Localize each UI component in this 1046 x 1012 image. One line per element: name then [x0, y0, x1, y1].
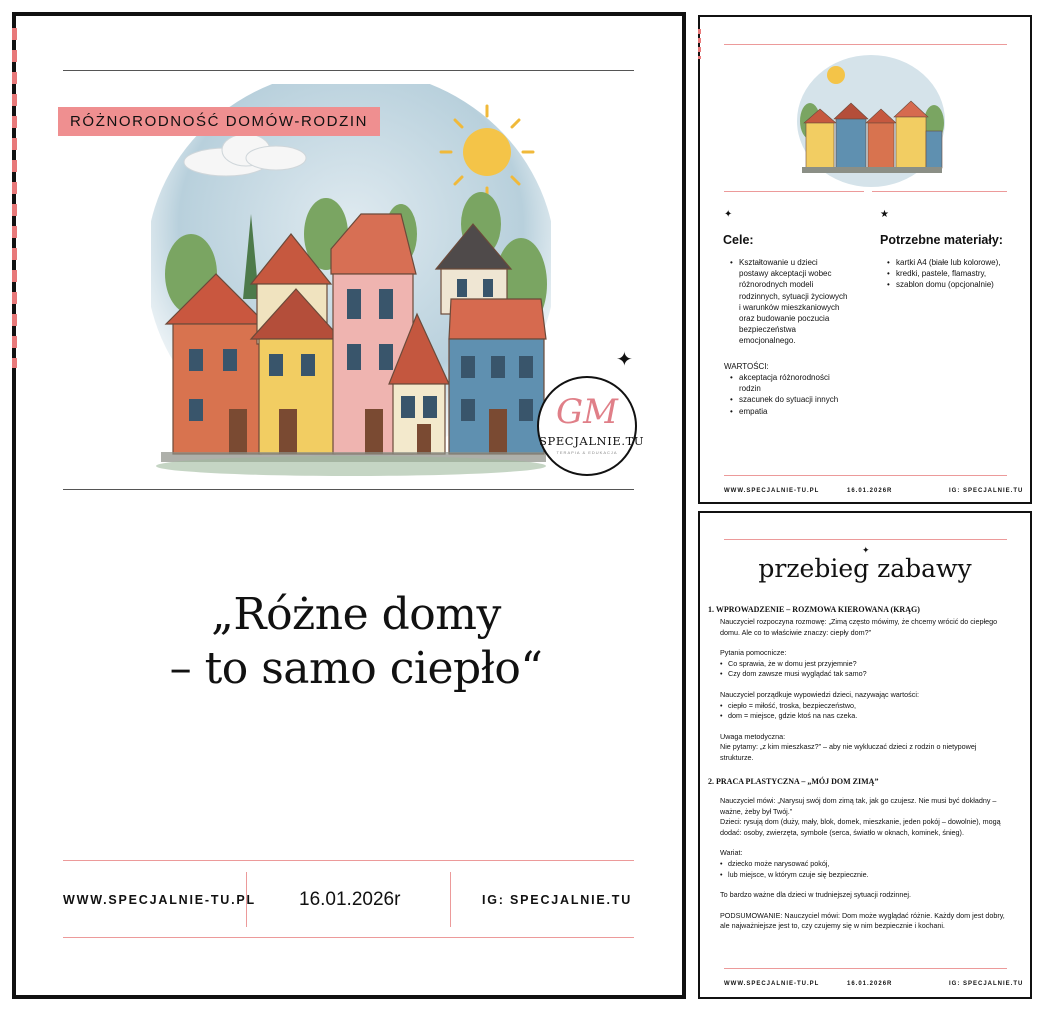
logo-monogram: GM	[556, 392, 618, 432]
variant-label: Wariat:	[720, 848, 743, 858]
sparkle-icon: ✦	[724, 209, 733, 220]
list-item: • kredki, pastele, flamastry,	[887, 268, 1017, 279]
list-item: • empatia	[730, 406, 850, 417]
note-label: Uwaga metodyczna:	[720, 731, 786, 741]
variant-list	[720, 859, 1010, 880]
footer-date: 16.01.2026R	[847, 981, 893, 987]
process-title: przebieg zabawy	[758, 554, 972, 583]
order-list	[720, 701, 1010, 722]
mid-rule-left	[724, 191, 864, 192]
footer-instagram-link[interactable]: IG: SPECJALNIE.TU	[949, 488, 1024, 494]
top-rule	[724, 44, 1007, 45]
section-2-intro: Nauczyciel mówi: „Narysuj swój dom zimą tak, jak go czujesz. Nie musi być dokładny – ważne, żeby był Twój.”	[720, 796, 997, 816]
dashed-edge-decoration	[12, 28, 17, 368]
list-item: • Kształtowanie u dzieci postawy akceptacji wobec różnorodnych modeli rodzinnych, sytuacji życiowych i warunków mieszkaniowych oraz budowanie poczucia bezpieczeństwa emocjonalnego.	[730, 257, 848, 347]
page-title	[76, 588, 636, 696]
footer-top-rule	[63, 860, 634, 861]
houses-illustration	[151, 84, 551, 486]
process-page	[698, 511, 1032, 999]
footer-top-rule	[724, 475, 1007, 476]
section-2-kids: Dzieci: rysują dom (duży, mały, blok, domek, mieszkanie, jeden pokój – dowolnie), mogą dodać: osoby, zwierzęta, symbole (serca, światło w oknach, kominek, śnieg).	[720, 817, 1001, 837]
goals-list	[730, 257, 848, 347]
illustration-bottom-rule	[63, 489, 634, 490]
title-line-2: – to samo ciepło“	[169, 643, 543, 694]
list-item: • kartki A4 (białe lub kolorowe),	[887, 257, 1017, 268]
cover-page	[12, 12, 686, 999]
note-text: Nie pytamy: „z kim mieszkasz?” – aby nie wykluczać dzieci z rodzin o nietypowej strukturze.	[720, 742, 977, 762]
list-item: • szablon domu (opcjonalnie)	[887, 279, 1017, 290]
important-text: To bardzo ważne dla dzieci w trudniejszej sytuacji rodzinnej.	[720, 890, 911, 900]
footer-divider-2	[450, 872, 451, 927]
footer-website-link[interactable]: WWW.SPECJALNIE-TU.PL	[724, 981, 820, 987]
footer-instagram-link[interactable]: IG: SPECJALNIE.TU	[482, 893, 633, 907]
list-item: • lub miejsce, w którym czuje się bezpiecznie.	[720, 870, 1010, 881]
materials-heading: Potrzebne materiały:	[880, 233, 1003, 247]
footer-website-link[interactable]: WWW.SPECJALNIE-TU.PL	[724, 488, 820, 494]
top-rule	[724, 539, 1007, 540]
mid-rule-right	[872, 191, 1007, 192]
footer-instagram-link[interactable]: IG: SPECJALNIE.TU	[949, 981, 1024, 987]
footer-date: 16.01.2026R	[847, 488, 893, 494]
sparkle-icon: ✦	[616, 347, 633, 371]
helper-list	[720, 659, 1010, 680]
brand-logo	[537, 376, 645, 476]
footer-bottom-rule	[63, 937, 634, 938]
section-1-body	[720, 617, 1010, 764]
footer-date: 16.01.2026r	[299, 889, 401, 910]
topic-banner: RÓŻNORODNOŚĆ DOMÓW-RODZIN	[58, 107, 380, 136]
section-2-body	[720, 796, 1010, 932]
list-item: • szacunek do sytuacji innych	[730, 394, 850, 405]
goals-heading: Cele:	[723, 233, 754, 247]
helper-label: Pytania pomocnicze:	[720, 648, 787, 658]
list-item: • akceptacja różnorodności rodzin	[730, 372, 850, 394]
order-text: Nauczyciel porządkuje wypowiedzi dzieci, nazywając wartości:	[720, 689, 919, 699]
footer-top-rule	[724, 968, 1007, 969]
materials-list	[887, 257, 1017, 291]
houses-thumbnail	[796, 51, 946, 191]
summary-text: PODSUMOWANIE: Nauczyciel mówi: Dom może wyglądać różnie. Każdy dom jest dobry, ale najważniejsze jest to, czy czujemy się w nim bezpiecznie i kochani.	[720, 910, 1005, 931]
star-icon: ★	[880, 209, 889, 220]
logo-tagline: TERAPIA & EDUKACJA	[556, 450, 618, 455]
title-line-1: „Różne domy	[211, 589, 501, 640]
values-label: WARTOŚCI:	[724, 362, 769, 371]
list-item: • Co sprawia, że w domu jest przyjemnie?	[720, 659, 1010, 670]
dashed-edge-decoration	[698, 29, 701, 59]
footer-website-link[interactable]: WWW.SPECJALNIE-TU.PL	[63, 893, 256, 907]
list-item: • Czy dom zawsze musi wyglądać tak samo?	[720, 669, 1010, 680]
top-rule	[63, 70, 634, 71]
section-1-intro: Nauczyciel rozpoczyna rozmowę: „Zimą często mówimy, że chcemy wrócić do ciepłego domu. Ale co to właściwie znaczy: ciepły dom?”	[720, 617, 998, 637]
list-item: • ciepło = miłość, troska, bezpieczeństwo,	[720, 701, 1010, 712]
logo-brand: SPECJALNIE.TU	[539, 434, 645, 448]
section-2-heading: 2. PRACA PLASTYCZNA – „MÓJ DOM ZIMĄ”	[708, 777, 879, 786]
list-item: • dom = miejsce, gdzie ktoś na nas czeka.	[720, 711, 1010, 722]
values-list	[730, 372, 850, 417]
list-item: • dziecko może narysować pokój,	[720, 859, 1010, 870]
goals-page	[698, 15, 1032, 504]
section-1-heading: 1. WPROWADZENIE – ROZMOWA KIEROWANA (KRĄG)	[708, 605, 920, 614]
sparkle-icon: ✦	[862, 546, 870, 556]
